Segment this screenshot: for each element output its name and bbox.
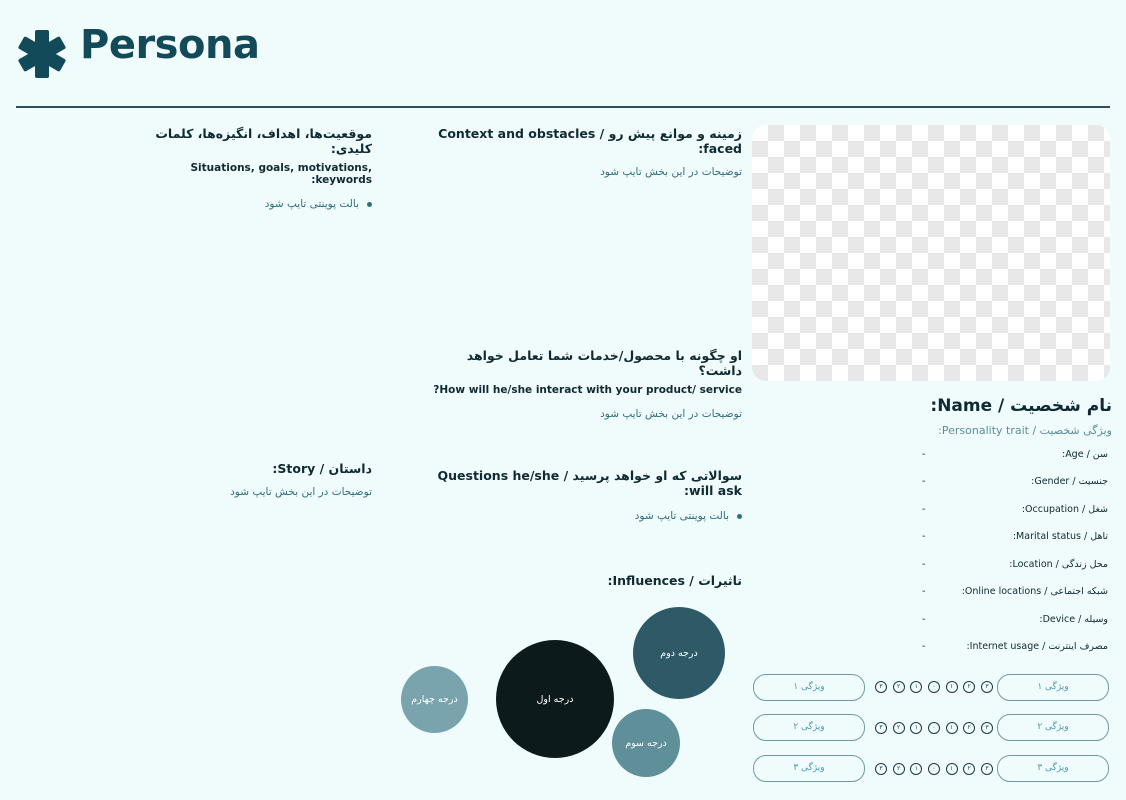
scale-option[interactable]: ۱ [946,681,958,693]
scale-option[interactable]: ۰ [928,763,940,775]
influences-title: تاثیرات / Influences: [607,573,742,588]
field-value[interactable]: - [922,531,926,542]
trait-pill-left-1[interactable]: ویژگی ۱ [753,674,865,701]
asterisk-logo-icon [16,28,68,80]
influence-second-bubble: درجه دوم [633,607,725,699]
questions-title: سوالاتی که او خواهد پرسید / Questions he/she will ask: [437,468,742,498]
field-label: وسیله / Device: [1039,614,1108,625]
field-gender [752,476,1110,496]
field-value[interactable]: - [922,504,926,515]
field-value[interactable]: - [922,449,926,460]
header-divider [16,106,1110,108]
field-label: جنسیت / Gender: [1031,476,1108,487]
scale-option[interactable]: ۱ [910,681,922,693]
influence-fourth-bubble: درجه چهارم [401,666,468,733]
scale-option[interactable]: ۲ [963,681,975,693]
situations-bullet [140,198,372,210]
field-online-locations [752,586,1110,606]
trait-pill-left-3[interactable]: ویژگی ۳ [753,755,865,782]
situations-title-fa: موقعیت‌ها، اهداف، انگیزه‌ها، کلمات کلیدی: [155,126,372,156]
influence-first-bubble: درجه اول [496,640,614,758]
scale-option[interactable]: ۲ [893,763,905,775]
interact-section [430,348,742,420]
trait-pill-right-2[interactable]: ویژگی ۲ [997,714,1109,741]
trait-scale-2 [875,721,993,735]
scale-option[interactable]: ۰ [928,722,940,734]
field-label: شغل / Occupation: [1021,504,1108,515]
brand-name: Persona [80,22,260,68]
scale-option[interactable]: ۰ [928,681,940,693]
questions-bullet [430,510,742,522]
personality-trait-subtitle: ویژگی شخصیت / Personality trait: [938,424,1112,437]
situations-section [140,126,372,210]
field-marital-status [752,531,1110,551]
field-label: محل زندگی / Location: [1009,559,1108,570]
scale-option[interactable]: ۲ [963,722,975,734]
trait-scale-1 [875,680,993,694]
field-age [752,449,1110,469]
trait-pill-right-3[interactable]: ویژگی ۳ [997,755,1109,782]
field-device [752,614,1110,634]
field-label: شبکه اجتماعی / Online locations: [961,586,1108,597]
context-title: زمینه و موانع پیش رو / Context and obstacles faced: [438,126,742,156]
scale-option[interactable]: ۱ [910,722,922,734]
field-location [752,559,1110,579]
story-title: داستان / Story: [272,461,372,476]
scale-option[interactable]: ۳ [875,722,887,734]
scale-option[interactable]: ۲ [963,763,975,775]
field-value[interactable]: - [922,641,926,652]
interact-title-en: How will he/she interact with your product/ service? [433,384,742,396]
story-desc[interactable]: توضیحات در این بخش تایپ شود [230,486,372,498]
scale-option[interactable]: ۱ [910,763,922,775]
trait-pill-right-1[interactable]: ویژگی ۱ [997,674,1109,701]
field-value[interactable]: - [922,476,926,487]
persona-name-title: نام شخصیت / Name: [930,396,1112,416]
interact-desc[interactable]: توضیحات در این بخش تایپ شود [600,408,742,420]
scale-option[interactable]: ۳ [981,763,993,775]
field-value[interactable]: - [922,559,926,570]
field-occupation [752,504,1110,524]
context-section [430,126,742,178]
field-internet-usage [752,641,1110,661]
questions-section [430,468,742,522]
field-label: سن / Age: [1061,449,1108,460]
scale-option[interactable]: ۳ [875,763,887,775]
story-section [160,461,372,498]
context-desc[interactable]: توضیحات در این بخش تایپ شود [600,166,742,178]
scale-option[interactable]: ۲ [893,722,905,734]
field-value[interactable]: - [922,614,926,625]
field-label: تاهل / Marital status: [1012,531,1108,542]
scale-option[interactable]: ۳ [981,722,993,734]
trait-scale-3 [875,762,993,776]
trait-pill-left-2[interactable]: ویژگی ۲ [753,714,865,741]
bullet-dot-icon [737,514,742,519]
bullet-dot-icon [367,202,372,207]
scale-option[interactable]: ۱ [946,763,958,775]
field-value[interactable]: - [922,586,926,597]
scale-option[interactable]: ۱ [946,722,958,734]
scale-option[interactable]: ۳ [875,681,887,693]
questions-bullet-text: بالت پوینتی تایپ شود [634,510,729,522]
interact-title-fa: او چگونه با محصول/خدمات شما تعامل خواهد داشت؟ [466,348,742,378]
field-label: مصرف اینترنت / Internet usage: [966,641,1108,652]
situations-bullet-text: بالت پوینتی تایپ شود [264,198,359,210]
scale-option[interactable]: ۳ [981,681,993,693]
influence-third-bubble: درجه سوم [612,709,680,777]
situations-title-en: Situations, goals, motivations, keywords: [190,162,372,186]
scale-option[interactable]: ۲ [893,681,905,693]
persona-photo-placeholder[interactable] [752,125,1110,381]
